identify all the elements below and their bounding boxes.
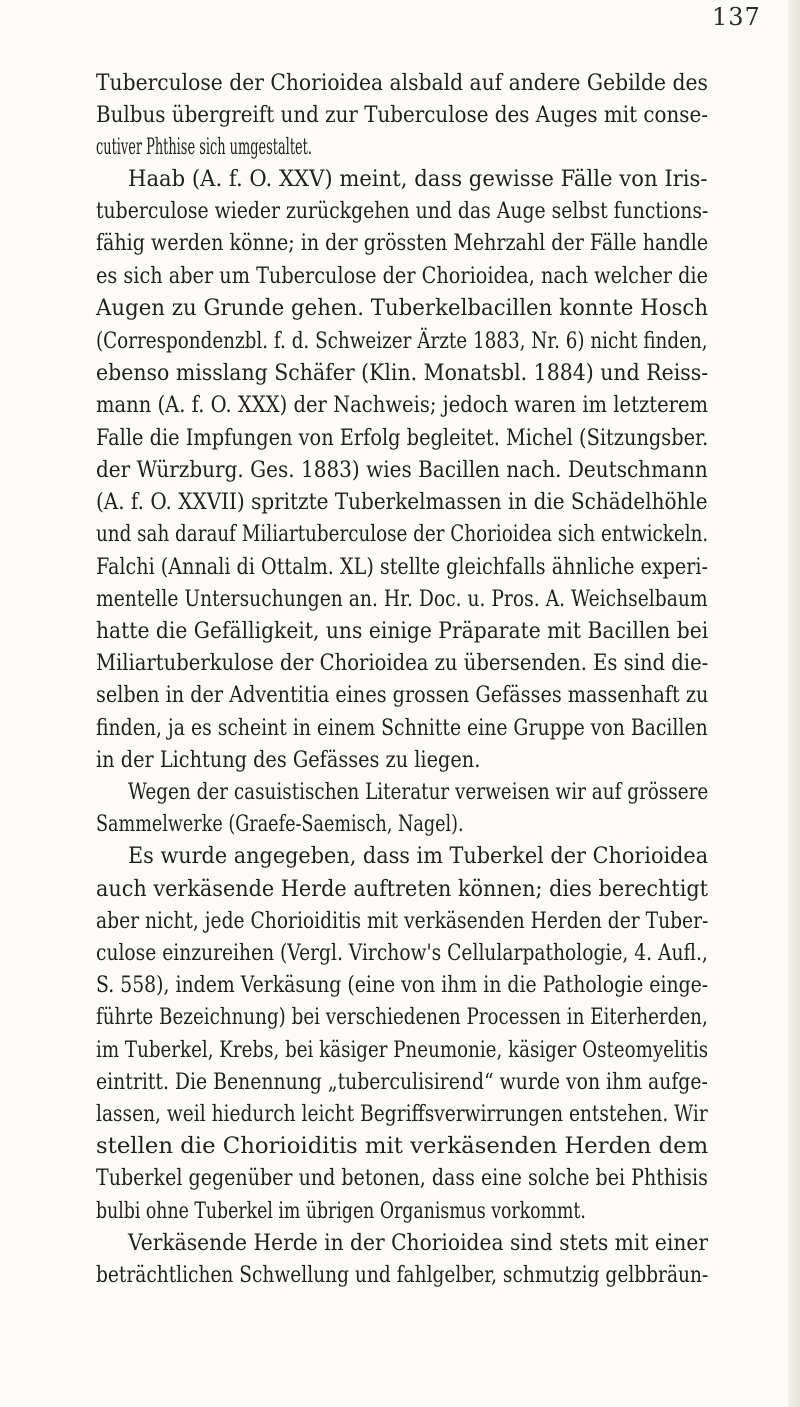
text-line: Bulbus übergreift und zur Tuberculose des Auges mit conse-: [96, 102, 708, 128]
text-line: Tuberculose der Chorioidea alsbald auf andere Gebilde des: [96, 70, 708, 96]
text-line: der Würzburg. Ges. 1883) wies Bacillen nach. Deutschmann: [96, 457, 708, 483]
text-line: mann (A. f. O. XXX) der Nachweis; jedoch waren im letzterem: [96, 392, 709, 418]
text-line: hatte die Gefälligkeit, uns einige Präparate mit Bacillen bei: [96, 618, 709, 644]
text-line: in der Lichtung des Gefässes zu liegen.: [96, 747, 481, 773]
text-line: beträchtlichen Schwellung und fahlgelber, schmutzig gelbbräun-: [96, 1262, 709, 1288]
text-line: und sah darauf Miliartuberculose der Chorioidea sich entwickeln.: [96, 521, 709, 547]
text-line: selben in der Adventitia eines grossen Gefässes massenhaft zu: [96, 682, 709, 708]
text-line: fähig werden könne; in der grössten Mehrzahl der Fälle handle: [96, 230, 709, 256]
text-line: Augen zu Grunde gehen. Tuberkelbacillen konnte Hosch: [96, 295, 709, 321]
text-line: culose einzureihen (Vergl. Virchow's Cellularpathologie, 4. Aufl.,: [96, 940, 708, 966]
text-line: führte Bezeichnung) bei verschiedenen Processen in Eiterherden,: [96, 1004, 708, 1030]
text-line: Falchi (Annali di Ottalm. XL) stellte gleichfalls ähnliche experi-: [96, 554, 709, 580]
text-line: Sammelwerke (Graefe-Saemisch, Nagel).: [96, 811, 464, 837]
text-line: Falle die Impfungen von Erfolg begleitet. Michel (Sitzungsber.: [96, 425, 709, 451]
text-line: ebenso misslang Schäfer (Klin. Monatsbl. 1884) und Reiss-: [96, 360, 709, 386]
text-line: es sich aber um Tuberculose der Chorioidea, nach welcher die: [96, 263, 708, 289]
text-line: eintritt. Die Benennung „tuberculisirend“ wurde von ihm aufge-: [96, 1069, 708, 1095]
text-line: finden, ja es scheint in einem Schnitte eine Gruppe von Bacillen: [96, 715, 708, 741]
text-line: Es wurde angegeben, dass im Tuberkel der Chorioidea: [128, 843, 709, 869]
text-line: auch verkäsende Herde auftreten können; dies berechtigt: [96, 876, 709, 902]
text-line: bulbi ohne Tuberkel im übrigen Organismus vorkommt.: [96, 1198, 586, 1224]
text-line: lassen, weil hiedurch leicht Begriffsverwirrungen entstehen. Wir: [96, 1101, 708, 1127]
text-line: mentelle Untersuchungen an. Hr. Doc. u. Pros. A. Weichselbaum: [96, 586, 708, 612]
text-line: stellen die Chorioiditis mit verkäsenden Herden dem: [96, 1133, 709, 1159]
text-line: aber nicht, jede Chorioiditis mit verkäsenden Herden der Tuber-: [96, 908, 709, 934]
text-line: (A. f. O. XXVII) spritzte Tuberkelmassen in die Schädelhöhle: [96, 489, 708, 515]
text-line: cutiver Phthise sich umgestaltet.: [96, 134, 312, 160]
text-line: Miliartuberkulose der Chorioidea zu übersenden. Es sind die-: [96, 650, 709, 676]
page-number: 137: [712, 3, 761, 31]
text-line: tuberculose wieder zurückgehen und das Auge selbst functions-: [96, 198, 709, 224]
text-line: Tuberkel gegenüber und betonen, dass eine solche bei Phthisis: [96, 1165, 708, 1191]
text-line: Verkäsende Herde in der Chorioidea sind stets mit einer: [128, 1230, 709, 1256]
text-line: im Tuberkel, Krebs, bei käsiger Pneumonie, käsiger Osteomyelitis: [96, 1037, 709, 1063]
text-line: (Correspondenzbl. f. d. Schweizer Ärzte 1883, Nr. 6) nicht finden,: [96, 328, 708, 354]
text-line: S. 558), indem Verkäsung (eine von ihm in die Pathologie einge-: [96, 972, 709, 998]
text-line: Wegen der casuistischen Literatur verweisen wir auf grössere: [128, 779, 709, 805]
text-line: Haab (A. f. O. XXV) meint, dass gewisse Fälle von Iris-: [128, 166, 708, 192]
